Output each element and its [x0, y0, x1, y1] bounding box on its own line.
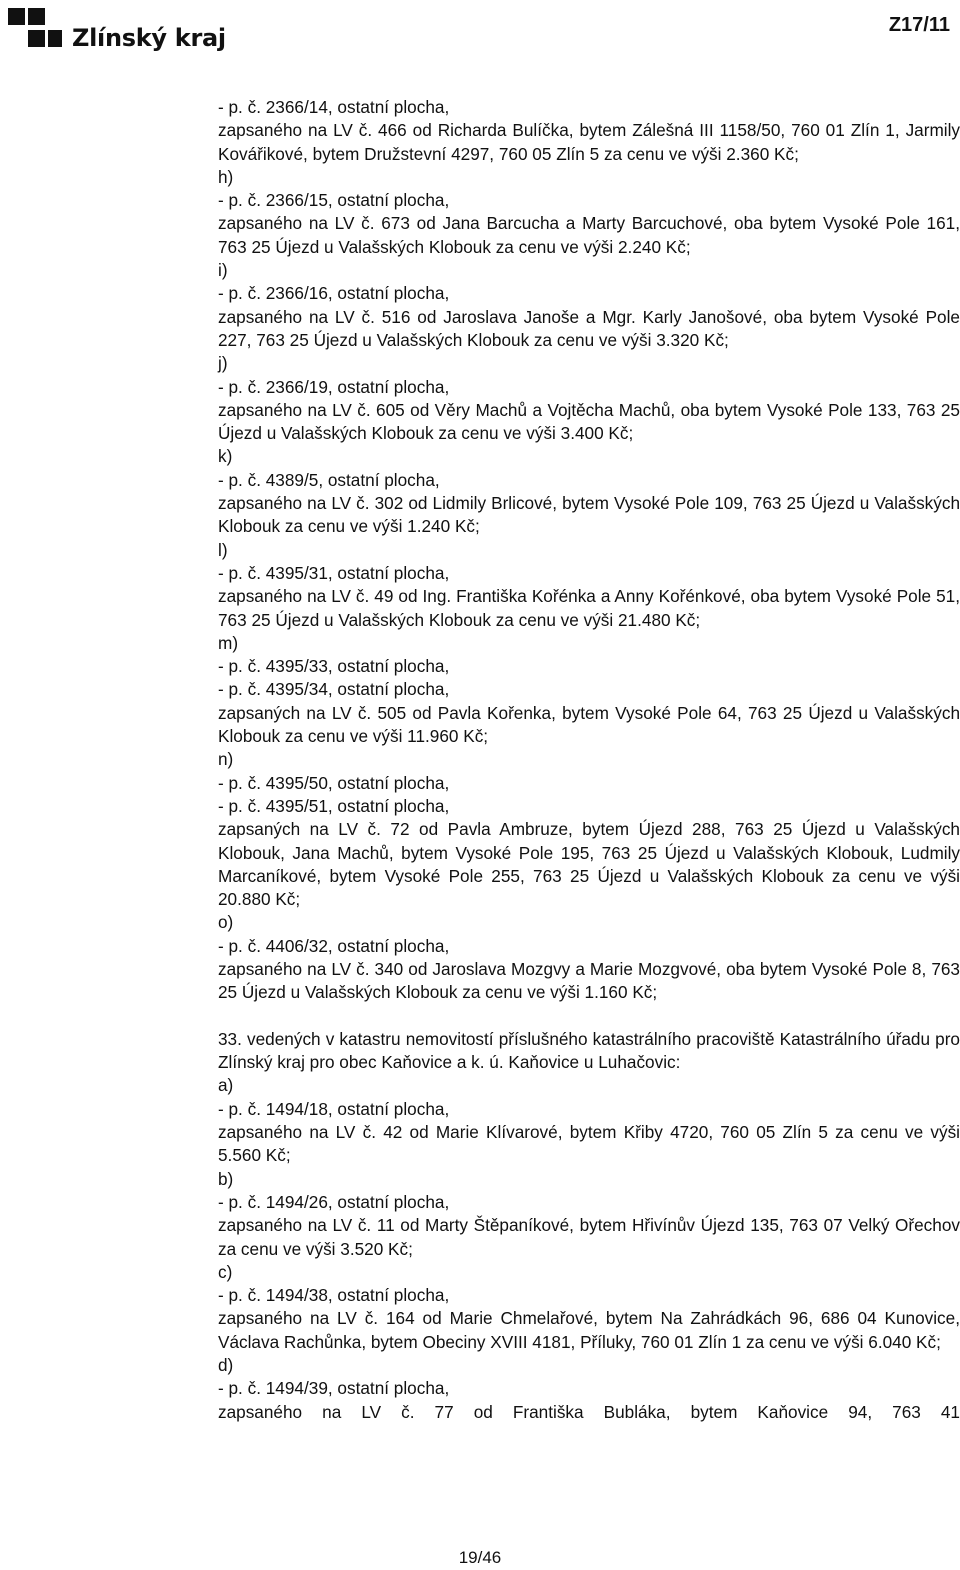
item-letter: b) — [218, 1168, 234, 1189]
item-letter: d) — [218, 1355, 234, 1376]
item-letter: n) — [218, 749, 234, 770]
parcel-line: - p. č. 4389/5, ostatní plocha, — [218, 469, 440, 490]
paragraph: zapsaného na LV č. 302 od Lidmily Brlicové, bytem Vysoké Pole 109, 763 25 Újezd u Valašských Klobouk za cenu ve výši 1.240 Kč; — [218, 493, 960, 537]
parcel-line: - p. č. 4395/50, ostatní plocha, — [218, 772, 450, 793]
paragraph: zapsaného na LV č. 605 od Věry Machů a Vojtěcha Machů, oba bytem Vysoké Pole 133, 763 25 Újezd u Valašských Klobouk za cenu ve výši 3.400 Kč; — [218, 399, 960, 444]
parcel-line: - p. č. 4395/51, ostatní plocha, — [218, 795, 450, 816]
section-heading: 33. vedených v katastru nemovitostí příslušného katastrálního pracoviště Katastrálního úřadu pro Zlínský kraj pro obec Kaňovice a k. ú. Kaňovice u Luhačovic: — [218, 1028, 960, 1073]
item-letter: j) — [218, 353, 228, 374]
item-letter: h) — [218, 166, 234, 187]
parcel-line: - p. č. 1494/26, ostatní plocha, — [218, 1191, 450, 1212]
parcel-line: - p. č. 4395/31, ostatní plocha, — [218, 562, 450, 583]
paragraph: zapsaného na LV č. 673 od Jana Barcucha a Marty Barcuchové, oba bytem Vysoké Pole 161, 763 25 Újezd u Valašských Klobouk za cenu ve výši 2.240 Kč; — [218, 213, 960, 257]
page-number: 19/46 — [458, 1548, 502, 1567]
item-letter: a) — [218, 1075, 234, 1096]
item-letter: l) — [218, 539, 228, 560]
parcel-line: - p. č. 1494/39, ostatní plocha, — [218, 1378, 450, 1399]
item-letter: m) — [218, 632, 239, 653]
paragraph: zapsaných na LV č. 72 od Pavla Ambruze, bytem Újezd 288, 763 25 Újezd u Valašských Klobouk, Jana Machů, bytem Vysoké Pole 195, 763 25 Újezd u Valašských Klobouk, Ludmily Marcaníkové, bytem Vysoké Pole 255, 763 25 Újezd u Valašských Klobouk za cenu ve výši 20.880 Kč; — [218, 819, 960, 910]
paragraph: zapsaného na LV č. 42 od Marie Klívarové, bytem Křiby 4720, 760 05 Zlín 5 za cenu ve výši 5.560 Kč; — [218, 1122, 960, 1166]
parcel-line: - p. č. 2366/14, ostatní plocha, — [218, 97, 450, 117]
document-code: Z17/11 — [888, 14, 950, 36]
paragraph: zapsaného na LV č. 11 od Marty Štěpaníkové, bytem Hřivínův Újezd 135, 763 07 Velký Ořechov za cenu ve výši 3.520 Kč; — [218, 1215, 960, 1259]
logo-squares-icon — [8, 8, 62, 52]
item-letter: i) — [218, 260, 228, 281]
item-letter: k) — [218, 446, 233, 467]
item-letter: o) — [218, 912, 234, 933]
parcel-line: - p. č. 4395/33, ostatní plocha, — [218, 656, 450, 677]
document-body — [218, 96, 960, 1424]
zlinsky-kraj-logo — [8, 8, 226, 52]
paragraph: zapsaného na LV č. 164 od Marie Chmelařové, bytem Na Zahrádkách 96, 686 04 Kunovice, Václava Rachůnka, bytem Obeciny XVIII 4181, Příluky, 760 01 Zlín 1 za cenu ve výši 6.040 Kč; — [218, 1308, 960, 1352]
paragraph: zapsaného na LV č. 49 od Ing. Františka Kořénka a Anny Kořénkové, oba bytem Vysoké Pole 51, 763 25 Újezd u Valašských Klobouk za cenu ve výši 21.480 Kč; — [218, 586, 960, 630]
paragraph: zapsaných na LV č. 505 od Pavla Kořenka, bytem Vysoké Pole 64, 763 25 Újezd u Valašských Klobouk za cenu ve výši 11.960 Kč; — [218, 702, 960, 747]
paragraph: zapsaného na LV č. 466 od Richarda Bulíčka, bytem Zálešná III 1158/50, 760 01 Zlín 1, Jarmily Kovářikové, bytem Družstevní 4297, 760 05 Zlín 5 za cenu ve výši 2.360 Kč; — [218, 120, 960, 164]
item-letter: c) — [218, 1261, 233, 1282]
paragraph: zapsaného na LV č. 77 od Františka Bubláka, bytem Kaňovice 94, 763 41 — [218, 1401, 960, 1422]
blank-line — [218, 1005, 960, 1028]
parcel-line: - p. č. 1494/38, ostatní plocha, — [218, 1285, 450, 1306]
paragraph: zapsaného na LV č. 516 od Jaroslava Janoše a Mgr. Karly Janošové, oba bytem Vysoké Pole 227, 763 25 Újezd u Valašských Klobouk za cenu ve výši 3.320 Kč; — [218, 306, 960, 350]
parcel-line: - p. č. 2366/16, ostatní plocha, — [218, 283, 450, 304]
page-header — [0, 0, 960, 70]
paragraph: zapsaného na LV č. 340 od Jaroslava Mozgvy a Marie Mozgvové, oba bytem Vysoké Pole 8, 763 25 Újezd u Valašských Klobouk za cenu ve výši 1.160 Kč; — [218, 958, 960, 1003]
logo-text: Zlínský kraj — [72, 24, 226, 52]
parcel-line: - p. č. 4395/34, ostatní plocha, — [218, 679, 450, 700]
parcel-line: - p. č. 2366/19, ostatní plocha, — [218, 376, 450, 397]
parcel-line: - p. č. 1494/18, ostatní plocha, — [218, 1098, 450, 1119]
parcel-line: - p. č. 2366/15, ostatní plocha, — [218, 190, 450, 211]
parcel-line: - p. č. 4406/32, ostatní plocha, — [218, 935, 450, 956]
